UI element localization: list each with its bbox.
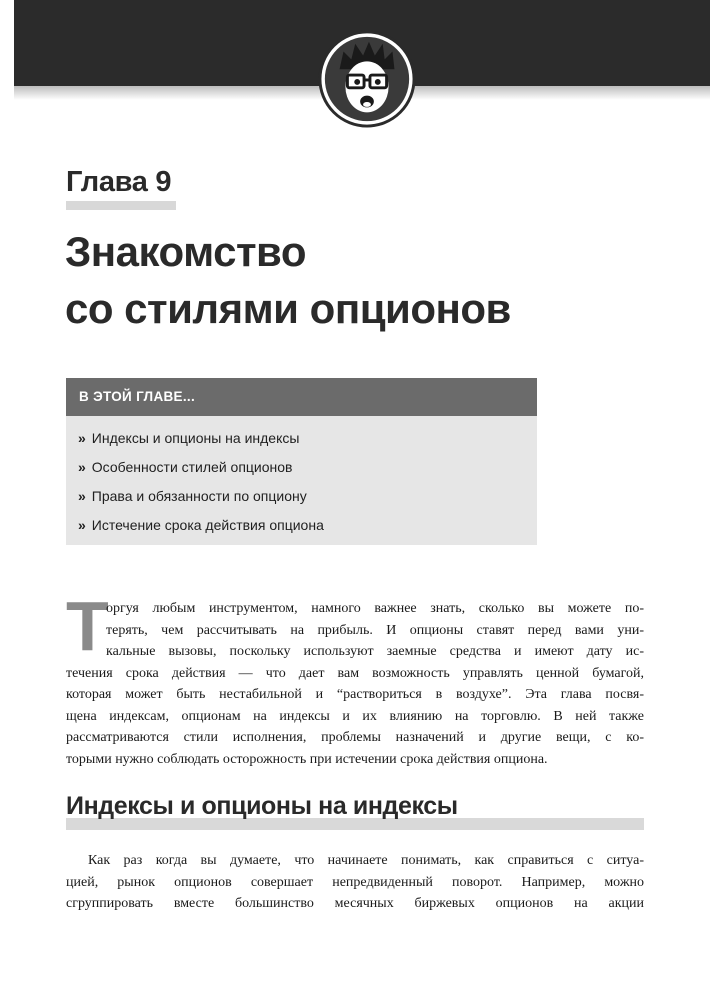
text-line: кальные вызовы, поскольку используют заемные средства и имеют дату ис- (106, 644, 644, 659)
list-item (78, 482, 537, 511)
chapter-number-underline (66, 201, 176, 210)
list-item-text: Особенности стилей опционов (91, 459, 293, 475)
in-this-chapter-list (66, 416, 537, 540)
chapter-title-line-1: Знакомство (65, 228, 306, 275)
text-line: щена индексам, опционам на индексы и их влиянию на торговлю. В ней также (66, 708, 644, 724)
text-line: торыми нужно соблюдать осторожность при истечении срока действия опциона. (66, 751, 548, 767)
chapter-title-line-2: со стилями опционов (65, 285, 511, 332)
chapter-number: Глава 9 (66, 166, 172, 198)
section-heading: Индексы и опционы на индексы (66, 792, 458, 820)
drop-cap: Т (66, 587, 109, 665)
dummies-guy-icon (318, 30, 416, 128)
chapter-title (65, 223, 511, 337)
text-line: терять, чем рассчитывать на прибыль. И опционы ставят перед вами уни- (106, 622, 644, 638)
body-paragraph (66, 850, 644, 915)
list-item (78, 453, 537, 482)
text-line: сгруппировать вместе большинство месячных биржевых опционов на акции (66, 896, 644, 911)
list-item (78, 424, 537, 453)
text-line: Как раз когда вы думаете, что начинаете понимать, как справиться с ситуа- (88, 853, 644, 868)
in-this-chapter-header: В ЭТОЙ ГЛАВЕ... (66, 378, 537, 416)
text-line: которая может быть нестабильной и “раствориться в воздухе”. Эта глава посвя- (66, 687, 644, 702)
list-item (78, 511, 537, 540)
text-line: цией, рынок опционов совершает непредвиденный поворот. Например, можно (66, 874, 644, 890)
in-this-chapter-box (66, 378, 537, 545)
text-line: рассматриваются стили исполнения, проблемы назначений и другие вещи, с ко- (66, 730, 644, 745)
list-item-text: Индексы и опционы на индексы (91, 430, 300, 446)
bullet-icon: » (78, 488, 86, 504)
bullet-icon: » (78, 430, 86, 446)
list-item-text: Истечение срока действия опциона (91, 517, 324, 533)
bullet-icon: » (78, 517, 86, 533)
text-line: оргуя любым инструментом, намного важнее знать, сколько вы можете по- (106, 601, 644, 616)
intro-paragraph (66, 587, 644, 770)
list-item-text: Права и обязанности по опциону (91, 488, 307, 504)
bullet-icon: » (78, 459, 86, 475)
text-line: течения срока действия — что дает вам возможность управлять ценной бумагой, (66, 665, 644, 681)
